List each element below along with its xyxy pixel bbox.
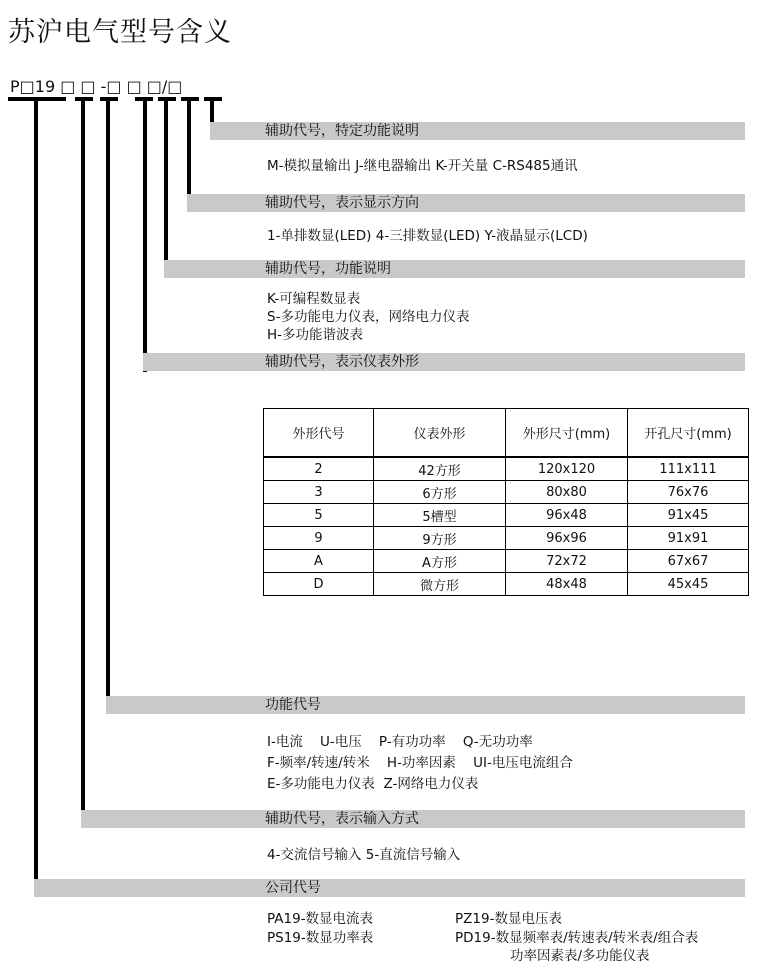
- table-cell: 91x91: [628, 527, 749, 550]
- table-cell: 5: [264, 504, 374, 527]
- function-desc-3: E-多功能电力仪表 Z-网络电力仪表: [267, 776, 479, 792]
- table-cell: 9方形: [374, 527, 506, 550]
- shape-table-header: 开孔尺寸(mm): [628, 409, 749, 458]
- special-function-desc: M-模拟量输出 J-继电器输出 K-开关量 C-RS485通讯: [267, 158, 578, 174]
- table-cell: 9: [264, 527, 374, 550]
- table-cell: 80x80: [506, 481, 628, 504]
- connector-shape: [143, 97, 147, 372]
- table-cell: 91x45: [628, 504, 749, 527]
- company-item-pz: PZ19-数显电压表: [455, 911, 562, 927]
- shape-table-header: 仪表外形: [374, 409, 506, 458]
- table-cell: 48x48: [506, 573, 628, 596]
- table-cell: 3: [264, 481, 374, 504]
- bar-aux-function: [164, 260, 745, 278]
- bar-input-mode-label: 辅助代号，表示输入方式: [265, 811, 419, 827]
- display-direction-desc: 1-单排数显(LED) 4-三排数显(LED) Y-液晶显示(LCD): [267, 228, 588, 244]
- table-cell: 微方形: [374, 573, 506, 596]
- table-cell: 67x67: [628, 550, 749, 573]
- table-row: [264, 550, 749, 573]
- connector-aux-function: [164, 97, 168, 278]
- input-mode-desc: 4-交流信号输入 5-直流信号输入: [267, 847, 461, 863]
- aux-function-desc-3: H-多功能谐波表: [267, 327, 364, 343]
- bar-company-code: [34, 879, 745, 897]
- table-cell: 96x96: [506, 527, 628, 550]
- table-cell: 76x76: [628, 481, 749, 504]
- bar-input-mode: [81, 810, 745, 828]
- function-desc-1: I-电流 U-电压 P-有功功率 Q-无功功率: [267, 734, 533, 750]
- bar-display-direction-label: 辅助代号，表示显示方向: [265, 195, 419, 211]
- table-cell: 120x120: [506, 457, 628, 481]
- table-cell: 45x45: [628, 573, 749, 596]
- table-row: [264, 573, 749, 596]
- page-title: 苏沪电气型号含义: [8, 17, 232, 48]
- table-cell: 42方形: [374, 457, 506, 481]
- bar-special-function: [210, 122, 745, 140]
- table-row: [264, 527, 749, 550]
- company-item-pd-cont: 功率因素表/多功能仪表: [510, 948, 650, 964]
- table-row: [264, 457, 749, 481]
- table-cell: A方形: [374, 550, 506, 573]
- table-cell: 96x48: [506, 504, 628, 527]
- table-row: [264, 504, 749, 527]
- bar-shape-label: 辅助代号，表示仪表外形: [265, 354, 419, 370]
- table-cell: D: [264, 573, 374, 596]
- connector-input: [81, 97, 85, 828]
- bar-shape: [143, 353, 745, 371]
- connector-function: [106, 97, 110, 714]
- aux-function-desc-2: S-多功能电力仪表，网络电力仪表: [267, 309, 470, 325]
- function-desc-2: F-频率/转速/转米 H-功率因素 UI-电压电流组合: [267, 755, 573, 771]
- bar-aux-function-label: 辅助代号，功能说明: [265, 261, 391, 277]
- table-cell: 6方形: [374, 481, 506, 504]
- table-cell: 5槽型: [374, 504, 506, 527]
- bar-display-direction: [187, 194, 745, 212]
- table-cell: 2: [264, 457, 374, 481]
- aux-function-desc-1: K-可编程数显表: [267, 291, 361, 307]
- bar-special-function-label: 辅助代号，特定功能说明: [265, 123, 419, 139]
- company-item-pa: PA19-数显电流表: [267, 911, 374, 927]
- company-item-pd: PD19-数显频率表/转速表/转米表/组合表: [455, 930, 699, 946]
- connector-company: [34, 97, 38, 897]
- table-cell: A: [264, 550, 374, 573]
- bar-function-code: [106, 696, 745, 714]
- bar-function-code-label: 功能代号: [265, 697, 321, 713]
- shape-table-header-row: [264, 409, 749, 458]
- table-cell: 72x72: [506, 550, 628, 573]
- shape-table-header: 外形代号: [264, 409, 374, 458]
- table-cell: 111x111: [628, 457, 749, 481]
- table-row: [264, 481, 749, 504]
- bar-company-code-label: 公司代号: [265, 880, 321, 896]
- model-code: P□19 □ □ -□ □ □/□: [10, 77, 183, 96]
- shape-table-header: 外形尺寸(mm): [506, 409, 628, 458]
- shape-table: [263, 408, 749, 596]
- company-item-ps: PS19-数显功率表: [267, 930, 374, 946]
